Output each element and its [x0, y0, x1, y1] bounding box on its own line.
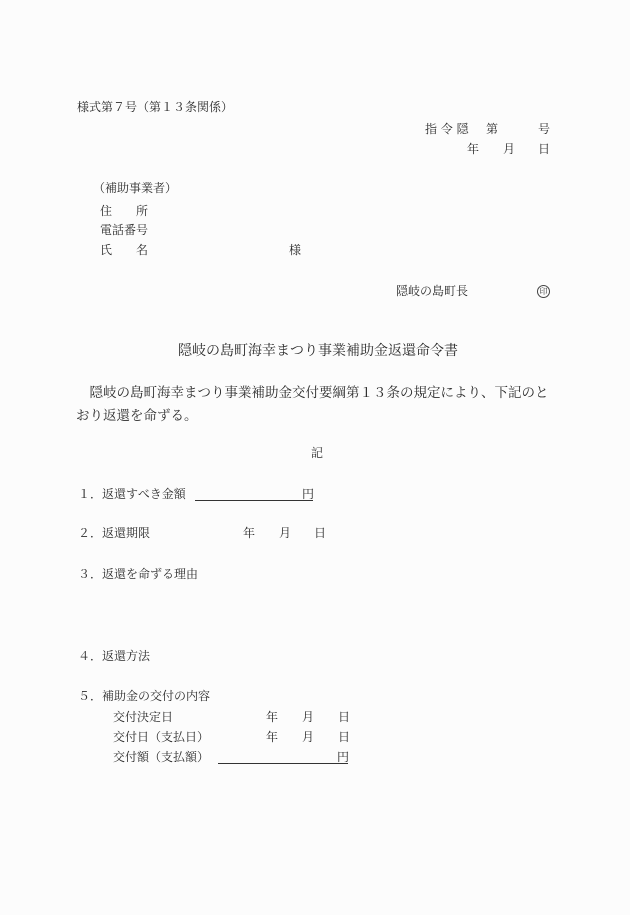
item-5-amount-label: 交付額（支払額） — [113, 750, 210, 764]
directive-dai: 第 — [486, 122, 499, 136]
item-5-payment-date-month: 月 — [302, 730, 315, 744]
item-2-day: 日 — [314, 526, 327, 540]
item-1-amount-line — [195, 500, 313, 501]
item-5-decision-date-day: 日 — [338, 710, 351, 724]
item-5-label: ５．補助金の交付の内容 — [78, 689, 211, 703]
recipient-section-label: （補助事業者） — [93, 181, 178, 195]
form-number: 様式第７号（第１３条関係） — [77, 100, 234, 114]
recipient-address-label: 住 所 — [100, 204, 149, 218]
header-date-month: 月 — [503, 142, 516, 156]
item-5-payment-date-label: 交付日（支払日） — [113, 730, 210, 744]
recipient-name-label: 氏 名 — [100, 243, 149, 257]
recipient-phone-label: 電話番号 — [100, 223, 149, 237]
item-4-label: ４．返還方法 — [78, 649, 151, 663]
ki-heading: 記 — [311, 446, 324, 460]
item-5-decision-date-month: 月 — [302, 710, 315, 724]
intro-line-2: おり返還を命ずる。 — [76, 408, 198, 424]
directive-prefix: 指 令 隠 — [425, 122, 469, 136]
item-3-label: ３．返還を命ずる理由 — [78, 567, 199, 581]
header-date-day: 日 — [538, 142, 551, 156]
intro-line-1: 隠岐の島町海幸まつり事業補助金交付要綱第１３条の規定により、下記のと — [76, 385, 549, 401]
item-5-payment-date-year: 年 — [266, 730, 279, 744]
recipient-honorific: 様 — [289, 243, 302, 257]
item-5-decision-date-label: 交付決定日 — [113, 710, 174, 724]
issuer-name: 隠岐の島町長 — [396, 284, 469, 298]
item-2-year: 年 — [243, 526, 256, 540]
item-2-month: 月 — [279, 526, 292, 540]
item-5-payment-date-day: 日 — [338, 730, 351, 744]
header-date-year: 年 — [467, 142, 480, 156]
directive-go: 号 — [538, 122, 551, 136]
item-2-label: ２．返還期限 — [78, 526, 151, 540]
item-5-decision-date-year: 年 — [266, 710, 279, 724]
document-title: 隠岐の島町海幸まつり事業補助金返還命令書 — [178, 343, 458, 359]
seal-icon: 印 — [537, 285, 550, 298]
item-5-amount-unit: 円 — [337, 750, 350, 764]
item-5-amount-line — [218, 763, 348, 764]
item-1-unit: 円 — [302, 487, 315, 501]
item-1-label: １．返還すべき金額 — [78, 487, 186, 501]
